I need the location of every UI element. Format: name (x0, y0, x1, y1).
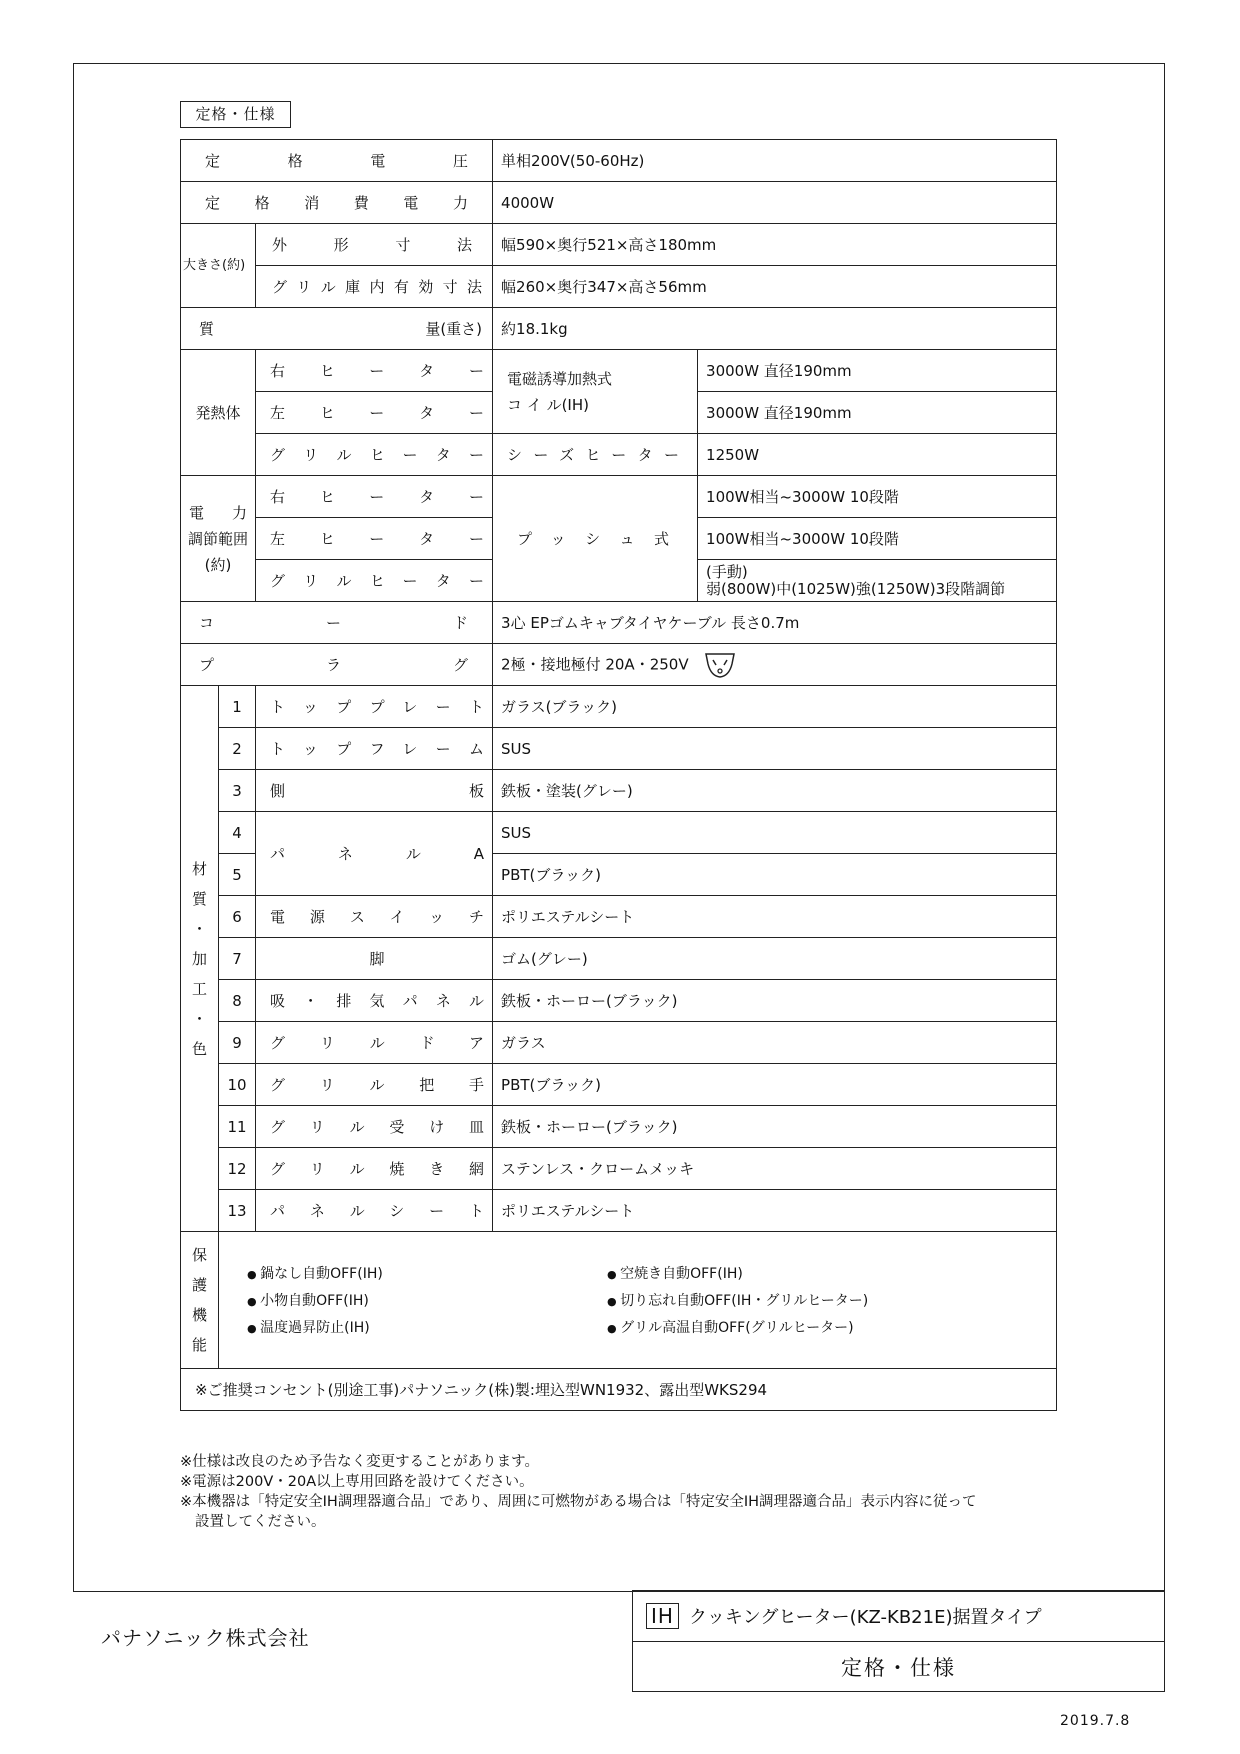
rated-voltage-label: 定格電圧 (205, 152, 469, 170)
material-row (181, 1190, 1057, 1232)
materials-section (181, 686, 1057, 1232)
row-plug (181, 644, 1057, 686)
mass-label: 質 (199, 320, 215, 338)
adjust-type: プッシュ式 (517, 530, 670, 548)
adjust-left-label: 左ヒーター (270, 530, 485, 548)
footnote: ※電源は200V・20A以上専用回路を設けてください。 (180, 1474, 534, 1490)
adjust-grill-value-1: (手動) (706, 562, 748, 581)
material-number: 10 (219, 1064, 256, 1106)
footnote: 設置してください。 (195, 1514, 326, 1530)
doc-title: 定格・仕様 (841, 1656, 956, 1680)
material-number: 8 (219, 980, 256, 1022)
rated-power-label: 定格消費電力 (205, 194, 469, 212)
row-outlet-note (181, 1369, 1057, 1411)
material-number: 6 (219, 896, 256, 938)
row-cord (181, 602, 1057, 644)
material-value: PBT(ブラック) (493, 1064, 1057, 1106)
grill-size-label: グリル庫内有効寸法 (272, 278, 483, 296)
plug-shape-icon (703, 650, 737, 680)
protection-list (227, 1263, 1048, 1337)
row-size-grill (181, 266, 1057, 308)
row-mass (181, 308, 1057, 350)
material-number: 7 (219, 938, 256, 980)
heater-grill-value: 1250W (698, 434, 1057, 476)
protection-item: ● 空焼き自動OFF(IH) (607, 1263, 967, 1283)
material-number: 11 (219, 1106, 256, 1148)
row-heater-grill (181, 434, 1057, 476)
mass-value: 約18.1kg (493, 308, 1057, 350)
material-value: ポリエステルシート (493, 1190, 1057, 1232)
material-name: トッププレート (270, 698, 485, 716)
material-name: グリル把手 (270, 1076, 485, 1094)
mass-label-2: 量(重さ) (425, 320, 483, 338)
material-row (181, 770, 1057, 812)
section-title: 定格・仕様 (180, 101, 291, 128)
protection-item: ● 温度過昇防止(IH) (247, 1317, 607, 1337)
material-row (181, 980, 1057, 1022)
title-block (632, 1590, 1165, 1692)
product-name: クッキングヒーター(KZ-KB21E)据置タイプ (688, 1607, 1042, 1628)
materials-label: 材 質 ・ 加 工 ・ 色 (181, 686, 219, 1232)
material-value: SUS (493, 812, 1057, 854)
plug-label: プラグ (199, 656, 469, 674)
material-name: グリル焼き網 (270, 1160, 485, 1178)
cord-label: コード (199, 614, 469, 632)
material-value: ガラス(ブラック) (493, 686, 1057, 728)
material-row (181, 1022, 1057, 1064)
outer-size-value: 幅590×奥行521×高さ180mm (493, 224, 1057, 266)
material-row (181, 896, 1057, 938)
material-number: 4 (219, 812, 256, 854)
material-number: 12 (219, 1148, 256, 1190)
material-row (181, 728, 1057, 770)
heater-left-value: 3000W 直径190mm (698, 392, 1057, 434)
material-name: トップフレーム (270, 740, 485, 758)
heater-grill-type: シーズヒーター (507, 446, 680, 464)
heater-right-value: 3000W 直径190mm (698, 350, 1057, 392)
material-number: 5 (219, 854, 256, 896)
outlet-note: ※ご推奨コンセント(別途工事)パナソニック(株)製:埋込型WN1932、露出型WKS294 (181, 1369, 1057, 1411)
material-number: 1 (219, 686, 256, 728)
adjust-right-value: 100W相当~3000W 10段階 (698, 476, 1057, 518)
plug-value: 2極・接地極付 20A・250V (501, 655, 689, 673)
grill-size-value: 幅260×奥行347×高さ56mm (493, 266, 1057, 308)
material-name: 電源スイッチ (270, 908, 485, 926)
material-value: ポリエステルシート (493, 896, 1057, 938)
material-row (181, 1148, 1057, 1190)
row-protection (181, 1232, 1057, 1369)
spec-table (180, 139, 1057, 1411)
material-name: 側板 (270, 782, 485, 800)
size-label: 大きさ(約) (181, 224, 256, 308)
protection-item: ● 切り忘れ自動OFF(IH・グリルヒーター) (607, 1290, 967, 1310)
material-row (181, 938, 1057, 980)
date: 2019.7.8 (1060, 1713, 1131, 1729)
material-row (181, 1106, 1057, 1148)
material-value: 鉄板・ホーロー(ブラック) (493, 1106, 1057, 1148)
material-number: 9 (219, 1022, 256, 1064)
material-row (181, 812, 1057, 854)
material-name: グリルドア (270, 1034, 485, 1052)
protection-item: ● 小物自動OFF(IH) (247, 1290, 607, 1310)
material-value: PBT(ブラック) (493, 854, 1057, 896)
material-value: ステンレス・クロームメッキ (493, 1148, 1057, 1190)
row-size-outer (181, 224, 1057, 266)
adjust-grill-value-2: 弱(800W)中(1025W)強(1250W)3段階調節 (706, 579, 1006, 598)
protection-label: 保 護 機 能 (181, 1232, 219, 1369)
material-number: 3 (219, 770, 256, 812)
material-name: パネルシート (270, 1202, 485, 1220)
protection-item: ● 鍋なし自動OFF(IH) (247, 1263, 607, 1283)
company-name: パナソニック株式会社 (101, 1626, 310, 1650)
protection-item: ● グリル高温自動OFF(グリルヒーター) (607, 1317, 967, 1337)
heater-label: 発熱体 (181, 350, 256, 476)
footnotes (180, 1452, 1080, 1532)
row-adjust-right (181, 476, 1057, 518)
adjust-grill-label: グリルヒーター (270, 572, 485, 590)
adjust-right-label: 右ヒーター (270, 488, 485, 506)
adjust-label-2: 調節範囲 (187, 529, 248, 548)
material-name: 脚 (369, 950, 385, 968)
material-name: 吸・排気パネル (270, 992, 485, 1010)
heater-left-label: 左ヒーター (270, 404, 485, 422)
material-value: ゴム(グレー) (493, 938, 1057, 980)
material-name: グリル受け皿 (270, 1118, 485, 1136)
material-row (181, 686, 1057, 728)
row-rated-voltage (181, 140, 1057, 182)
material-name: パネルA (270, 845, 485, 863)
outer-size-label: 外形寸法 (272, 236, 473, 254)
heater-grill-label: グリルヒーター (270, 446, 485, 464)
ih-badge: IH (646, 1603, 679, 1629)
material-value: ガラス (493, 1022, 1057, 1064)
adjust-label-3: (約) (204, 555, 232, 574)
material-number: 13 (219, 1190, 256, 1232)
heater-right-label: 右ヒーター (270, 362, 485, 380)
ih-type: 電磁誘導加熱式 コ イ ル(IH) (493, 350, 698, 434)
material-row (181, 1064, 1057, 1106)
rated-power-value: 4000W (493, 182, 1057, 224)
adjust-left-value: 100W相当~3000W 10段階 (698, 518, 1057, 560)
row-heater-right (181, 350, 1057, 392)
cord-value: 3心 EPゴムキャブタイヤケーブル 長さ0.7m (493, 602, 1057, 644)
material-number: 2 (219, 728, 256, 770)
material-value: SUS (493, 728, 1057, 770)
footnote: ※本機器は「特定安全IH調理器適合品」であり、周囲に可燃物がある場合は「特定安全IH調理器適合品」表示内容に従って (180, 1494, 977, 1510)
material-value: 鉄板・塗装(グレー) (493, 770, 1057, 812)
adjust-label-1: 電 力 (189, 503, 247, 522)
footnote: ※仕様は改良のため予告なく変更することがあります。 (180, 1454, 539, 1470)
row-rated-power (181, 182, 1057, 224)
material-value: 鉄板・ホーロー(ブラック) (493, 980, 1057, 1022)
rated-voltage-value: 単相200V(50-60Hz) (493, 140, 1057, 182)
